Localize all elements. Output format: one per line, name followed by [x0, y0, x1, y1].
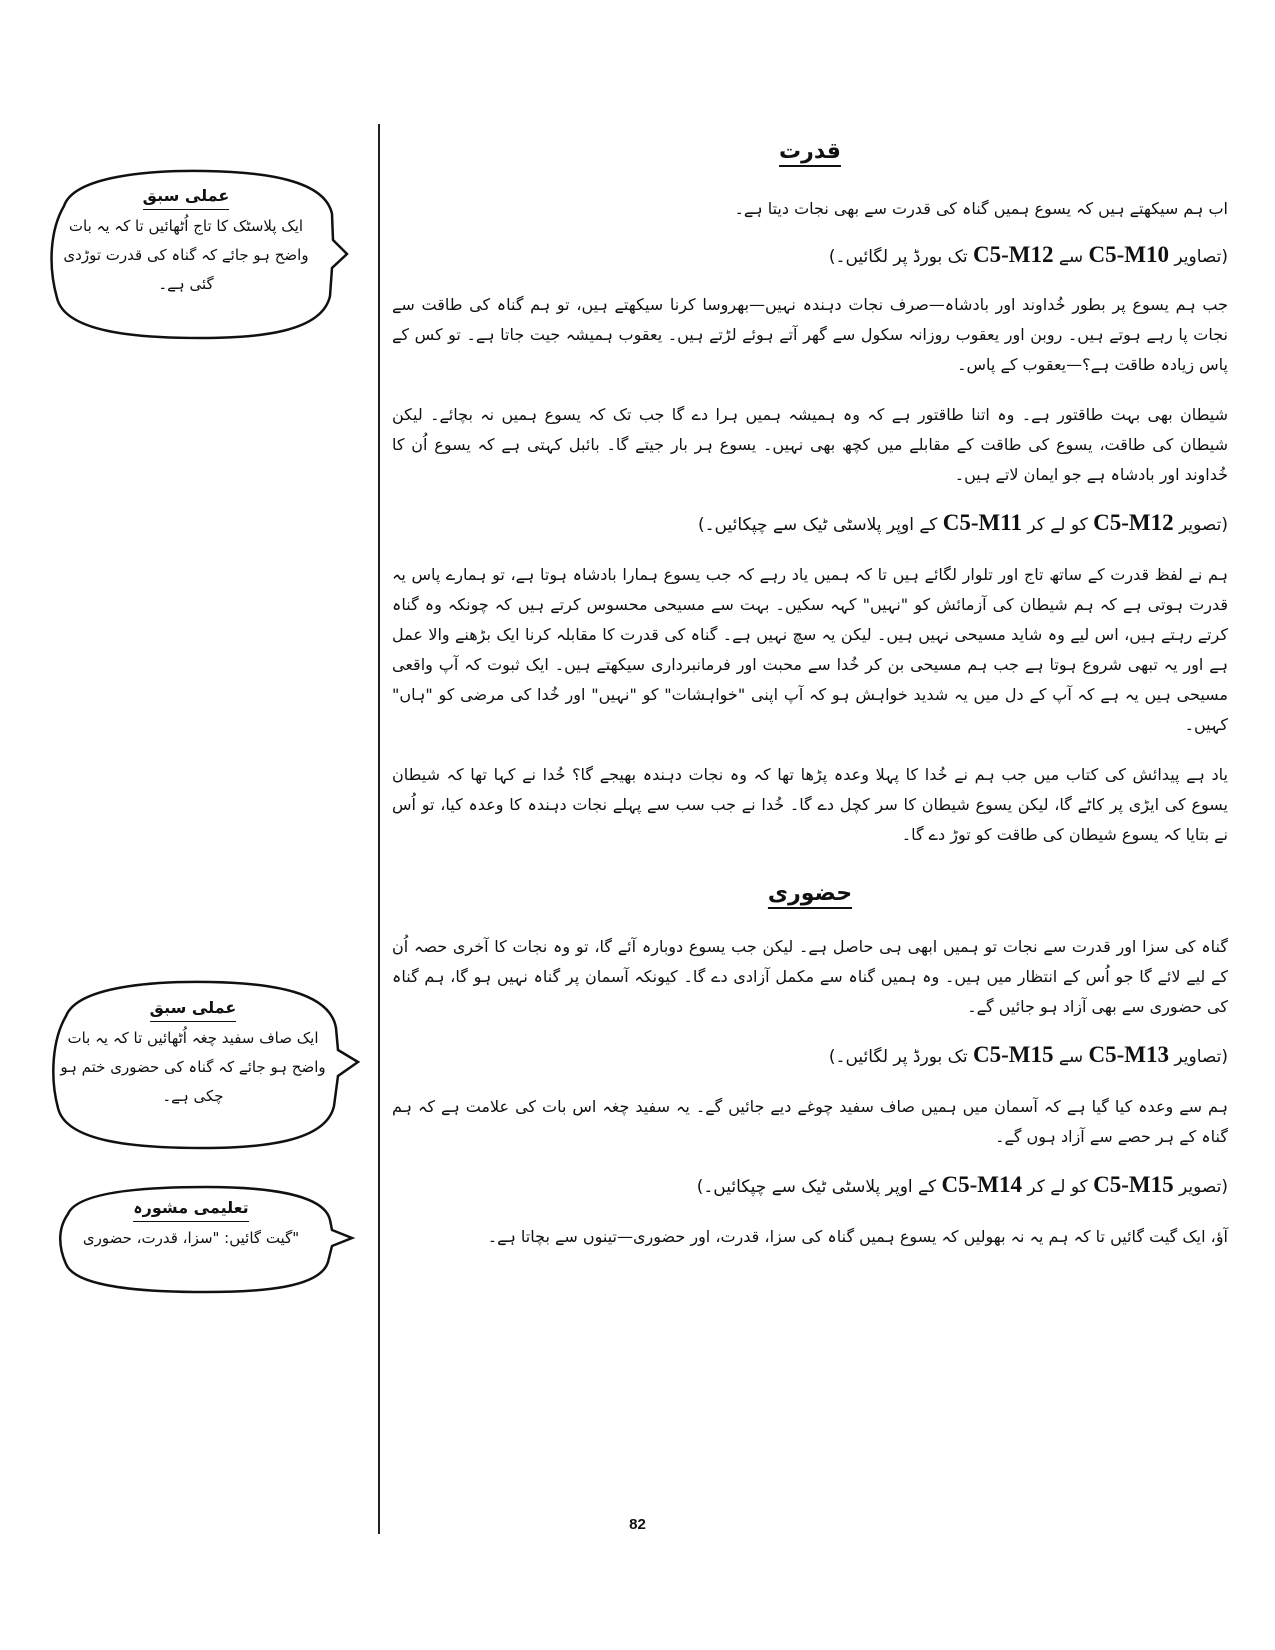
section-heading-power: قدرت: [779, 139, 841, 164]
picture-code: C5-M10: [1088, 242, 1169, 267]
board-instruction: (تصاویر C5-M10 سے C5-M12 تک بورڈ پر لگائیں۔): [828, 242, 1228, 267]
board-instruction: (تصاویر C5-M13 سے C5-M15 تک بورڈ پر لگائیں۔): [828, 1042, 1228, 1067]
bubble-text: "گیت گائیں: "سزا، قدرت، حضوری: [82, 1229, 300, 1247]
bubble-title: تعلیمی مشورہ: [133, 1195, 248, 1222]
paragraph: جب ہم یسوع پر بطور خُداوند اور بادشاہ—صرف نجات دہندہ نہیں—بھروسا کرنا سیکھتے ہیں، تو ہم گناہ کی طاقت سے نجات پا رہے ہوتے ہیں۔ روبن اور یعقوب روزانہ سکول سے گھر آتے ہوئے لڑتے ہیں۔ یعقوب ہمیشہ جیت جاتا ہے۔ تو کس کے پاس زیادہ طاقت ہے؟—یعقوب کے پاس۔: [392, 295, 1228, 374]
main-content: [392, 130, 1228, 1252]
bubble-text: ایک پلاسٹک کا تاج اُٹھائیں تا کہ یہ بات واضح ہو جائے کہ گناہ کی قدرت توڑدی گئی ہے۔: [63, 217, 309, 293]
picture-code: C5-M15: [972, 1042, 1054, 1067]
practical-lesson-bubble-1: [40, 166, 350, 342]
picture-code: C5-M12: [1093, 510, 1174, 535]
board-instruction: (تصویر C5-M15 کو لے کر C5-M14 کے اوپر پلاسٹی ٹیک سے چپکائیں۔): [696, 1172, 1228, 1197]
board-instruction: (تصویر C5-M12 کو لے کر C5-M11 کے اوپر پلاسٹی ٹیک سے چپکائیں۔): [697, 510, 1228, 535]
picture-code: C5-M12: [972, 242, 1054, 267]
bubble-text: ایک صاف سفید چغہ اُٹھائیں تا کہ یہ بات واضح ہو جائے کہ گناہ کی حضوری ختم ہو چکی ہے۔: [60, 1029, 326, 1105]
picture-code: C5-M15: [1093, 1172, 1174, 1197]
paragraph: یاد ہے پیدائش کی کتاب میں جب ہم نے خُدا کا پہلا وعدہ پڑھا تھا کہ وہ نجات دہندہ بھیجے گا؟ خُدا نے کہا تھا کہ شیطان یسوع کی ایڑی پر کاٹے گا، لیکن یسوع شیطان کا سر کچل دے گا۔ خُدا نے جب سب سے پہلے نجات دہندہ کا وعدہ کیا، تو اُس نے بتایا کہ یسوع شیطان کی طاقت کو توڑ دے گا۔: [392, 765, 1228, 844]
practical-lesson-bubble-2: [40, 978, 362, 1152]
picture-code: C5-M13: [1088, 1042, 1169, 1067]
paragraph: ہم نے لفظ قدرت کے ساتھ تاج اور تلوار لگائے ہیں تا کہ ہمیں یاد رہے کہ جب یسوع ہمارا بادشاہ ہوتا ہے، تو ہمارے پاس یہ قدرت ہوتی ہے کہ ہم شیطان کی آزمائش کو "نہیں" کہہ سکیں۔ بہت سے مسیحی محسوس کرتے ہیں کہ چونکہ وہ گناہ کرتے رہتے ہیں، اس لیے وہ شاید مسیحی نہیں ہیں۔ لیکن یہ سچ نہیں ہے۔ گناہ کی قدرت کا مقابلہ کرنا ایک بڑھنے والا عمل ہے اور یہ تبھی شروع ہوتا ہے جب ہم مسیحی بن کر خُدا سے محبت اور فرمانبرداری سیکھتے ہیں۔ ایک ثبوت کہ آپ واقعی مسیحی ہیں یہ ہے کہ آپ کے دل میں یہ شدید خواہش ہو کہ آپ اپنی "خواہشات" کو "نہیں" اور خُدا کی مرضی کو "ہاں" کہیں۔: [392, 565, 1228, 734]
bubble-title: عملی سبق: [150, 995, 237, 1022]
page-number: 82: [629, 1516, 646, 1533]
paragraph: گناہ کی سزا اور قدرت سے نجات تو ہمیں ابھی ہی حاصل ہے۔ لیکن جب یسوع دوبارہ آئے گا، تو وہ نجات کا آخری حصہ اُن کے لیے لائے گا جو اُس کے انتظار میں ہیں۔ وہ ہمیں گناہ سے مکمل آزادی دے گا۔ کیونکہ آسمان پر گناہ نہیں ہو گا، ہم گناہ کی حضوری سے بھی آزاد ہو جائیں گے۔: [392, 937, 1228, 1016]
bubble-title: عملی سبق: [143, 183, 230, 210]
paragraph: اب ہم سیکھتے ہیں کہ یسوع ہمیں گناہ کی قدرت سے بھی نجات دیتا ہے۔: [734, 199, 1228, 218]
section-heading-presence: حضوری: [767, 881, 853, 906]
paragraph: آؤ، ایک گیت گائیں تا کہ ہم یہ نہ بھولیں کہ یسوع ہمیں گناہ کی سزا، قدرت، اور حضوری—تینوں سے بچاتا ہے۔: [487, 1227, 1228, 1246]
picture-code: C5-M11: [942, 510, 1022, 535]
column-divider: [378, 124, 380, 1534]
teaching-tip-bubble: [46, 1184, 356, 1296]
picture-code: C5-M14: [941, 1172, 1022, 1197]
paragraph: شیطان بھی بہت طاقتور ہے۔ وہ اتنا طاقتور ہے کہ وہ ہمیشہ ہمیں ہرا دے گا جب تک کہ یسوع ہمیں نہ بچائے۔ لیکن شیطان کی طاقت، یسوع کی طاقت کے مقابلے میں کچھ بھی نہیں۔ یسوع ہر بار جیتے گا۔ بائبل کہتی ہے کہ یسوع اُن کا خُداوند اور بادشاہ ہے جو ایمان لاتے ہیں۔: [392, 405, 1228, 484]
paragraph: ہم سے وعدہ کیا گیا ہے کہ آسمان میں ہمیں صاف سفید چوغے دیے جائیں گے۔ یہ سفید چغہ اس بات کی علامت ہے کہ ہم گناہ کے ہر حصے سے آزاد ہوں گے۔: [392, 1097, 1228, 1146]
